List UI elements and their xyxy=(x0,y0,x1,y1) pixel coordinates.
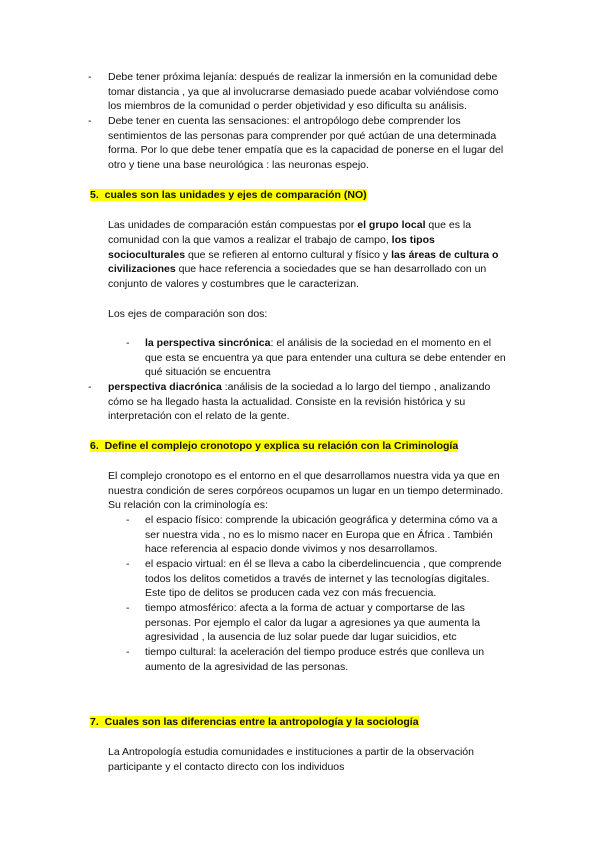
intro-bullet-2-line-1: Debe tener en cuenta las sensaciones: el antropólogo debe comprender los xyxy=(108,115,461,127)
espacio-virtual-line-2: todos los delitos cometidos a través de internet y las tecnologías digitales. xyxy=(145,573,490,585)
intro-bullet-2-line-3: forma. Por lo que debe tener empatía que es la capacidad de ponerse en el lugar del xyxy=(108,144,504,156)
section-5-title: cuales son las unidades y ejes de comparación (NO) xyxy=(104,189,367,201)
section-6-intro-line-1: El complejo cronotopo es el entorno en el que desarrollamos nuestra vida ya que en xyxy=(108,470,500,482)
intro-bullet-1-line-1: Debe tener próxima lejanía: después de realizar la inmersión en la comunidad debe xyxy=(108,71,498,83)
section-6-intro-line-2: nuestra condición de seres corpóreos ocupamos un lugar en un tiempo determinado. xyxy=(108,485,504,497)
section-5-para-1-line-1: Las unidades de comparación están compuestas por el grupo local que es la xyxy=(108,219,472,231)
section-5-heading xyxy=(90,189,367,202)
bullet-marker: - xyxy=(88,71,92,83)
espacio-virtual-line-1: el espacio virtual: en él se lleva a cabo la ciberdelincuencia , que comprende xyxy=(145,558,502,570)
tiempo-atmosferico-line-3: agresividad , la ausencia de luz solar puede dar lugar suicidios, etc xyxy=(145,631,457,643)
sub-bullet-marker: - xyxy=(126,558,130,570)
diacronica-line-3: interpretación con el relato de la gente. xyxy=(108,410,290,422)
section-5-para-1-line-2: comunidad con la que vamos a realizar el trabajo de campo, los tipos xyxy=(108,234,435,246)
section-5-para-2: Los ejes de comparación son dos: xyxy=(108,308,268,320)
sincronica-line-1: la perspectiva sincrónica: el análisis de la sociedad en el momento en el xyxy=(145,337,492,349)
tiempo-atmosferico-line-2: personas. Por ejemplo el calor da lugar a agresiones ya que aumenta la xyxy=(145,617,481,629)
tiempo-cultural-line-1: tiempo cultural: la aceleración del tiempo produce estrés que conlleva un xyxy=(145,646,485,658)
diacronica-line-2: cómo se ha llegado hasta la actualidad. Consiste en la revisión histórica y su xyxy=(108,396,466,408)
section-7-heading xyxy=(90,716,419,729)
section-7-title: Cuales son las diferencias entre la antropología y la sociología xyxy=(104,716,419,728)
tiempo-atmosferico-line-1: tiempo atmosférico: afecta a la forma de actuar y comportarse de las xyxy=(145,602,465,614)
espacio-virtual-line-3: Este tipo de delitos se producen cada vez con más frecuencia. xyxy=(145,587,437,599)
espacio-fisico-line-2: ser nuestra vida , no es lo mismo nacer en Europa que en África . También xyxy=(145,529,493,541)
bullet-marker: - xyxy=(88,381,92,393)
sub-bullet-marker: - xyxy=(126,514,130,526)
espacio-fisico-line-3: hace referencia al espacio donde vivimos y nos desarrollamos. xyxy=(145,543,438,555)
tiempo-cultural-line-2: aumento de la agresividad de las personas. xyxy=(145,661,349,673)
intro-bullet-1-line-2: tomar distancia , ya que al involucrarse demasiado puede acabar volviéndose como xyxy=(108,86,499,98)
sub-bullet-marker: - xyxy=(126,646,130,658)
sincronica-line-3: qué situación se encuentra xyxy=(145,366,271,378)
sub-bullet-marker: - xyxy=(126,337,130,349)
section-5-para-1-line-3: socioculturales que se refieren al entorno cultural y físico y las áreas de cultura o xyxy=(108,249,499,261)
diacronica-line-1: perspectiva diacrónica :análisis de la sociedad a lo largo del tiempo , analizando xyxy=(108,381,491,393)
section-6-number: 6. xyxy=(90,440,99,452)
section-7-number: 7. xyxy=(90,716,99,728)
section-5-number: 5. xyxy=(90,189,99,201)
intro-bullet-2-line-2: sentimientos de las personas para comprender por qué actúan de una determinada xyxy=(108,130,497,142)
section-6-title: Define el complejo cronotopo y explica su relación con la Criminología xyxy=(104,440,459,452)
section-5-para-1-line-5: conjunto de valores y costumbres que le caracterizan. xyxy=(108,278,359,290)
section-5-para-1-line-4: civilizaciones que hace referencia a sociedades que se han desarrollado con un xyxy=(108,263,487,275)
bullet-marker: - xyxy=(88,115,92,127)
sincronica-line-2: que esta se encuentra ya que para entender una cultura se debe entender en xyxy=(145,352,506,364)
section-6-intro-line-3: Su relación con la criminología es: xyxy=(108,499,268,511)
section-6-heading xyxy=(90,440,458,453)
section-7-line-2: participante y el contacto directo con los individuos xyxy=(108,761,345,773)
espacio-fisico-line-1: el espacio físico: comprende la ubicación geográfica y determina cómo va a xyxy=(145,514,498,526)
section-7-line-1: La Antropología estudia comunidades e instituciones a partir de la observación xyxy=(108,746,474,758)
intro-bullet-2-line-4: otro y tiene una base neurológica : las neuronas espejo. xyxy=(108,159,369,171)
intro-bullet-1-line-3: los miembros de la comunidad o perder objetividad y eso dificulta su análisis. xyxy=(108,100,467,112)
sub-bullet-marker: - xyxy=(126,602,130,614)
